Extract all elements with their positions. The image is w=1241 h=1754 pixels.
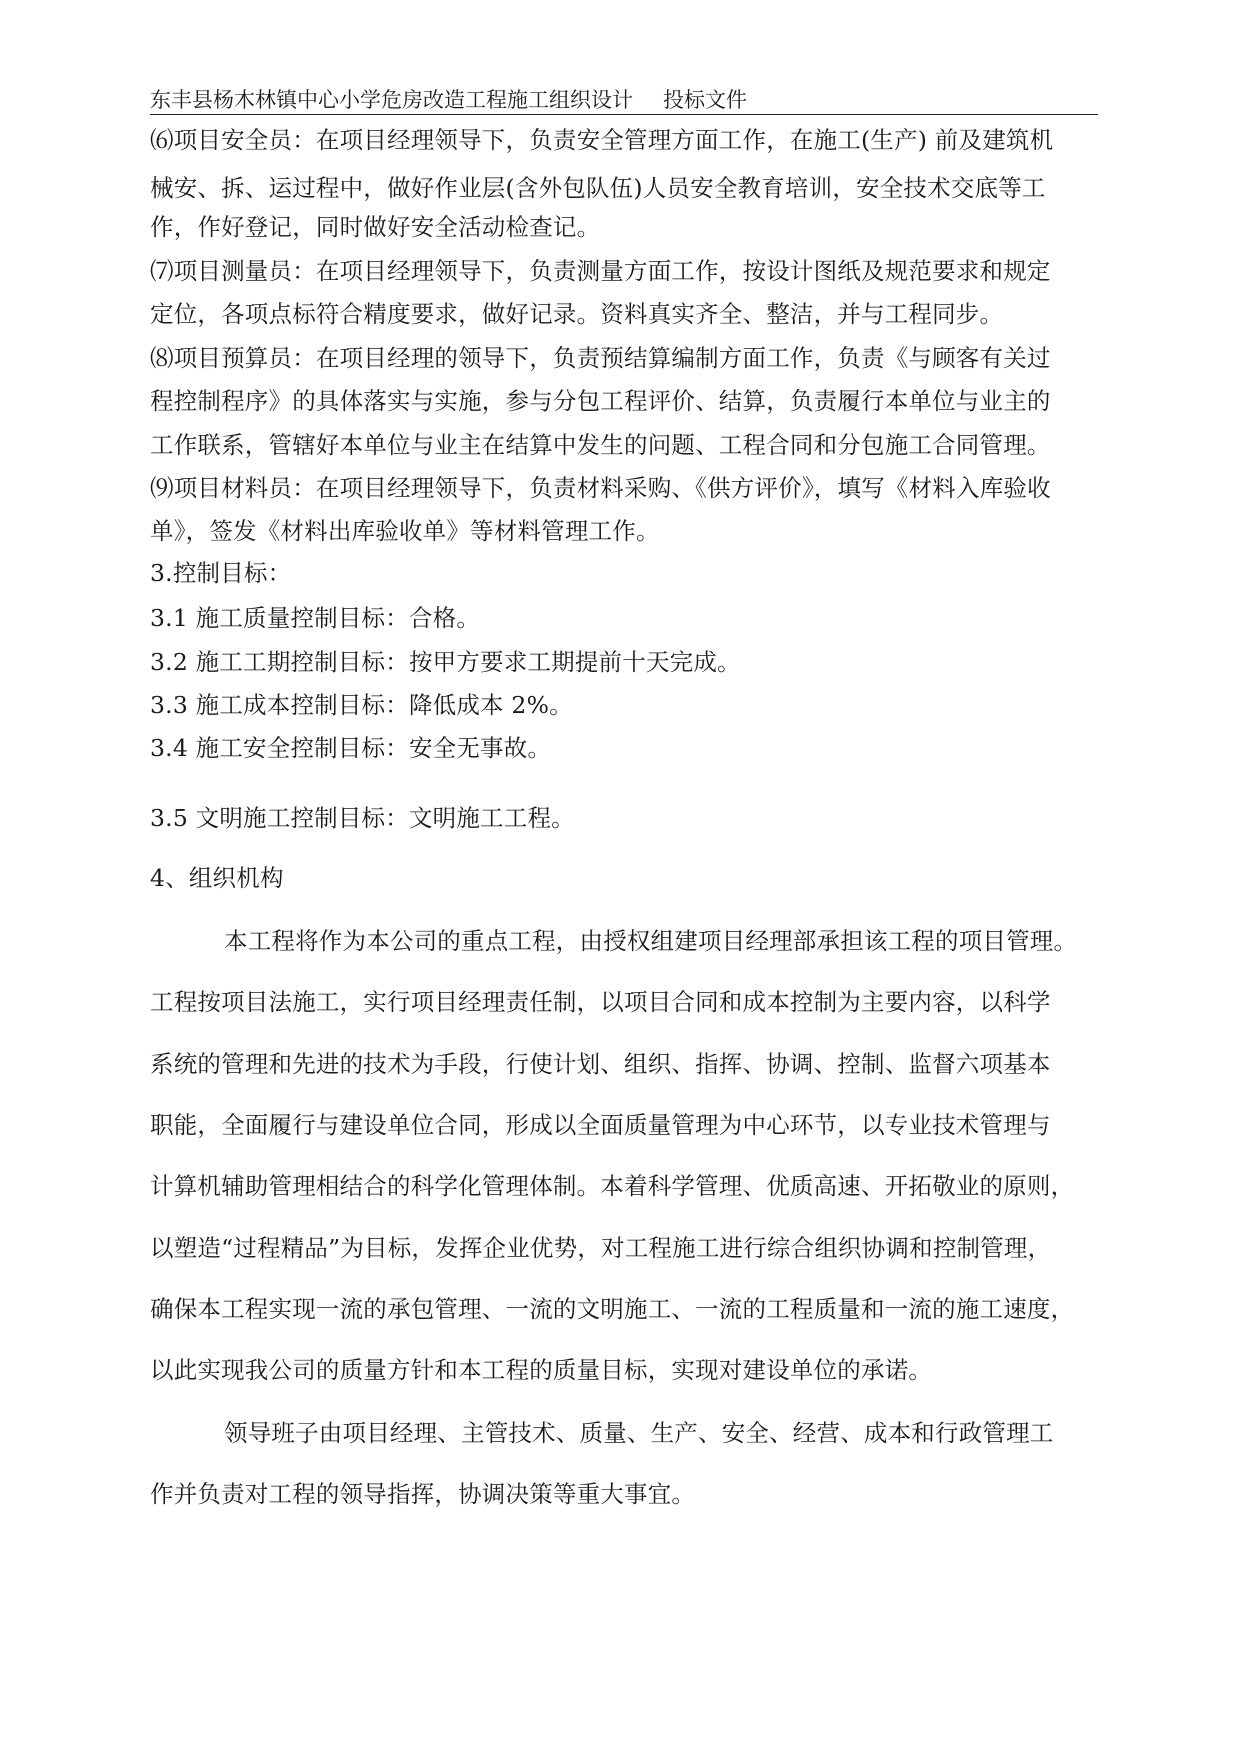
page-header bbox=[150, 86, 1098, 115]
role-8-line-2: 程控制程序》的具体落实与实施，参与分包工程评价、结算，负责履行本单位与业主的 bbox=[150, 387, 1051, 415]
role-6-line-2: 械安、拆、运过程中，做好作业层(含外包队伍)人员安全教育培训，安全技术交底等工 bbox=[150, 174, 1046, 202]
role-6-line-3: 作，作好登记，同时做好安全活动检查记。 bbox=[150, 213, 601, 241]
org-paragraph-1-line: 计算机辅助管理相结合的科学化管理体制。本着科学管理、优质高速、开拓敬业的原则， bbox=[150, 1172, 1075, 1200]
role-7-line-2: 定位，各项点标符合精度要求，做好记录。资料真实齐全、整洁，并与工程同步。 bbox=[150, 300, 1004, 328]
target-item: 3.2 施工工期控制目标：按甲方要求工期提前十天完成。 bbox=[150, 648, 741, 676]
targets-heading: 3.控制目标： bbox=[150, 559, 292, 587]
org-paragraph-2-line: 领导班子由项目经理、主管技术、质量、生产、安全、经营、成本和行政管理工 bbox=[224, 1419, 1054, 1447]
organization-heading: 4、组织机构 bbox=[150, 864, 284, 892]
org-paragraph-1-line: 以此实现我公司的质量方针和本工程的质量目标，实现对建设单位的承诺。 bbox=[150, 1356, 933, 1384]
role-7-line-1: ⑺项目测量员：在项目经理领导下，负责测量方面工作，按设计图纸及规范要求和规定 bbox=[150, 257, 1051, 285]
role-9-line-2: 单》，签发《材料出库验收单》等材料管理工作。 bbox=[150, 517, 660, 545]
org-paragraph-1-line: 以塑造“过程精品”为目标，发挥企业优势，对工程施工进行综合组织协调和控制管理， bbox=[150, 1234, 1052, 1262]
role-9-line-1: ⑼项目材料员：在项目经理领导下，负责材料采购、《供方评价》，填写《材料入库验收 bbox=[150, 474, 1051, 502]
org-paragraph-1-line: 职能，全面履行与建设单位合同，形成以全面质量管理为中心环节，以专业技术管理与 bbox=[150, 1111, 1051, 1139]
target-item: 3.4 施工安全控制目标：安全无事故。 bbox=[150, 734, 552, 762]
header-doc-type: 投标文件 bbox=[663, 88, 747, 112]
org-paragraph-1-line: 系统的管理和先进的技术为手段，行使计划、组织、指挥、协调、控制、监督六项基本 bbox=[150, 1050, 1051, 1078]
target-item: 3.5 文明施工控制目标：文明施工工程。 bbox=[150, 804, 575, 832]
header-title: 东丰县杨木林镇中心小学危房改造工程施工组织设计 bbox=[150, 88, 633, 112]
org-paragraph-1-line: 工程按项目法施工，实行项目经理责任制，以项目合同和成本控制为主要内容，以科学 bbox=[150, 988, 1051, 1016]
org-paragraph-2-line: 作并负责对工程的领导指挥，协调决策等重大事宜。 bbox=[150, 1480, 696, 1508]
org-paragraph-1-line: 确保本工程实现一流的承包管理、一流的文明施工、一流的工程质量和一流的施工速度， bbox=[150, 1295, 1075, 1323]
role-8-line-3: 工作联系，管辖好本单位与业主在结算中发生的问题、工程合同和分包施工合同管理。 bbox=[150, 431, 1051, 459]
target-item: 3.1 施工质量控制目标：合格。 bbox=[150, 604, 481, 632]
org-paragraph-1-line: 本工程将作为本公司的重点工程，由授权组建项目经理部承担该工程的项目管理。 bbox=[224, 927, 1078, 955]
role-8-line-1: ⑻项目预算员：在项目经理的领导下，负责预结算编制方面工作，负责《与顾客有关过 bbox=[150, 344, 1051, 372]
role-6-line-1: ⑹项目安全员：在项目经理领导下，负责安全管理方面工作，在施工(生产) 前及建筑机 bbox=[150, 126, 1054, 154]
target-item: 3.3 施工成本控制目标：降低成本 2%。 bbox=[150, 691, 573, 719]
